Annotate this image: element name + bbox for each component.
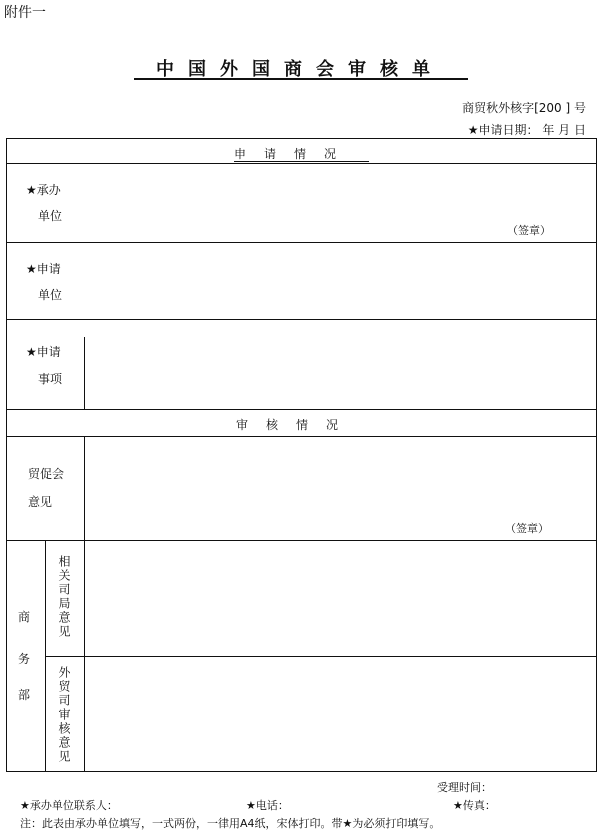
reference-number: 商贸秋外核字[200 ] 号 <box>462 101 586 115</box>
ccpit-opinion-label: 贸促会 <box>28 467 65 481</box>
col-divider <box>84 540 85 772</box>
seal-label: （签章） <box>507 224 551 237</box>
ccpit-opinion-label-line2: 意见 <box>28 495 53 509</box>
phone-label: ★电话： <box>246 799 289 812</box>
row-divider <box>6 409 597 410</box>
application-date: ★申请日期： 年 月 日 <box>467 123 586 137</box>
row-divider <box>6 319 597 320</box>
undertaking-unit-label: ★承办 <box>26 183 61 197</box>
col-divider <box>45 540 46 772</box>
mofcom-label-3: 部 <box>18 688 31 702</box>
mofcom-divider <box>45 656 597 657</box>
row-divider <box>6 242 597 243</box>
col-divider <box>84 337 85 409</box>
row-divider <box>6 163 597 164</box>
mofcom-label-2: 务 <box>18 652 31 666</box>
col-divider <box>84 436 85 540</box>
attachment-label: 附件一 <box>4 5 46 21</box>
mofcom-label-1: 商 <box>18 610 31 624</box>
contact-person-label: ★承办单位联系人： <box>20 799 118 812</box>
form-title: 中国外国商会审核单 <box>156 59 444 80</box>
application-matter-label: ★申请 <box>26 345 61 359</box>
applicant-unit-label-line2: 单位 <box>38 288 63 302</box>
section-underline <box>234 161 369 162</box>
seal-label: （签章） <box>505 522 549 535</box>
undertaking-unit-label-line2: 单位 <box>38 209 63 223</box>
bureau-opinion-label: 相关司局意见 <box>57 555 71 639</box>
row-divider <box>6 540 597 541</box>
foreign-trade-opinion-label: 外贸司审核意见 <box>57 666 71 764</box>
title-underline <box>134 78 468 80</box>
fax-label: ★传真： <box>453 799 496 812</box>
row-divider <box>6 436 597 437</box>
review-section-heading: 审核情况 <box>236 418 357 432</box>
footnote: 注：此表由承办单位填写，一式两份，一律用A4纸，宋体打印。带★为必须打印填写。 <box>20 817 441 830</box>
application-matter-label-line2: 事项 <box>38 372 63 386</box>
receive-time-label: 受理时间： <box>437 781 492 794</box>
application-section-heading: 申请情况 <box>234 147 355 161</box>
applicant-unit-label: ★申请 <box>26 262 61 276</box>
